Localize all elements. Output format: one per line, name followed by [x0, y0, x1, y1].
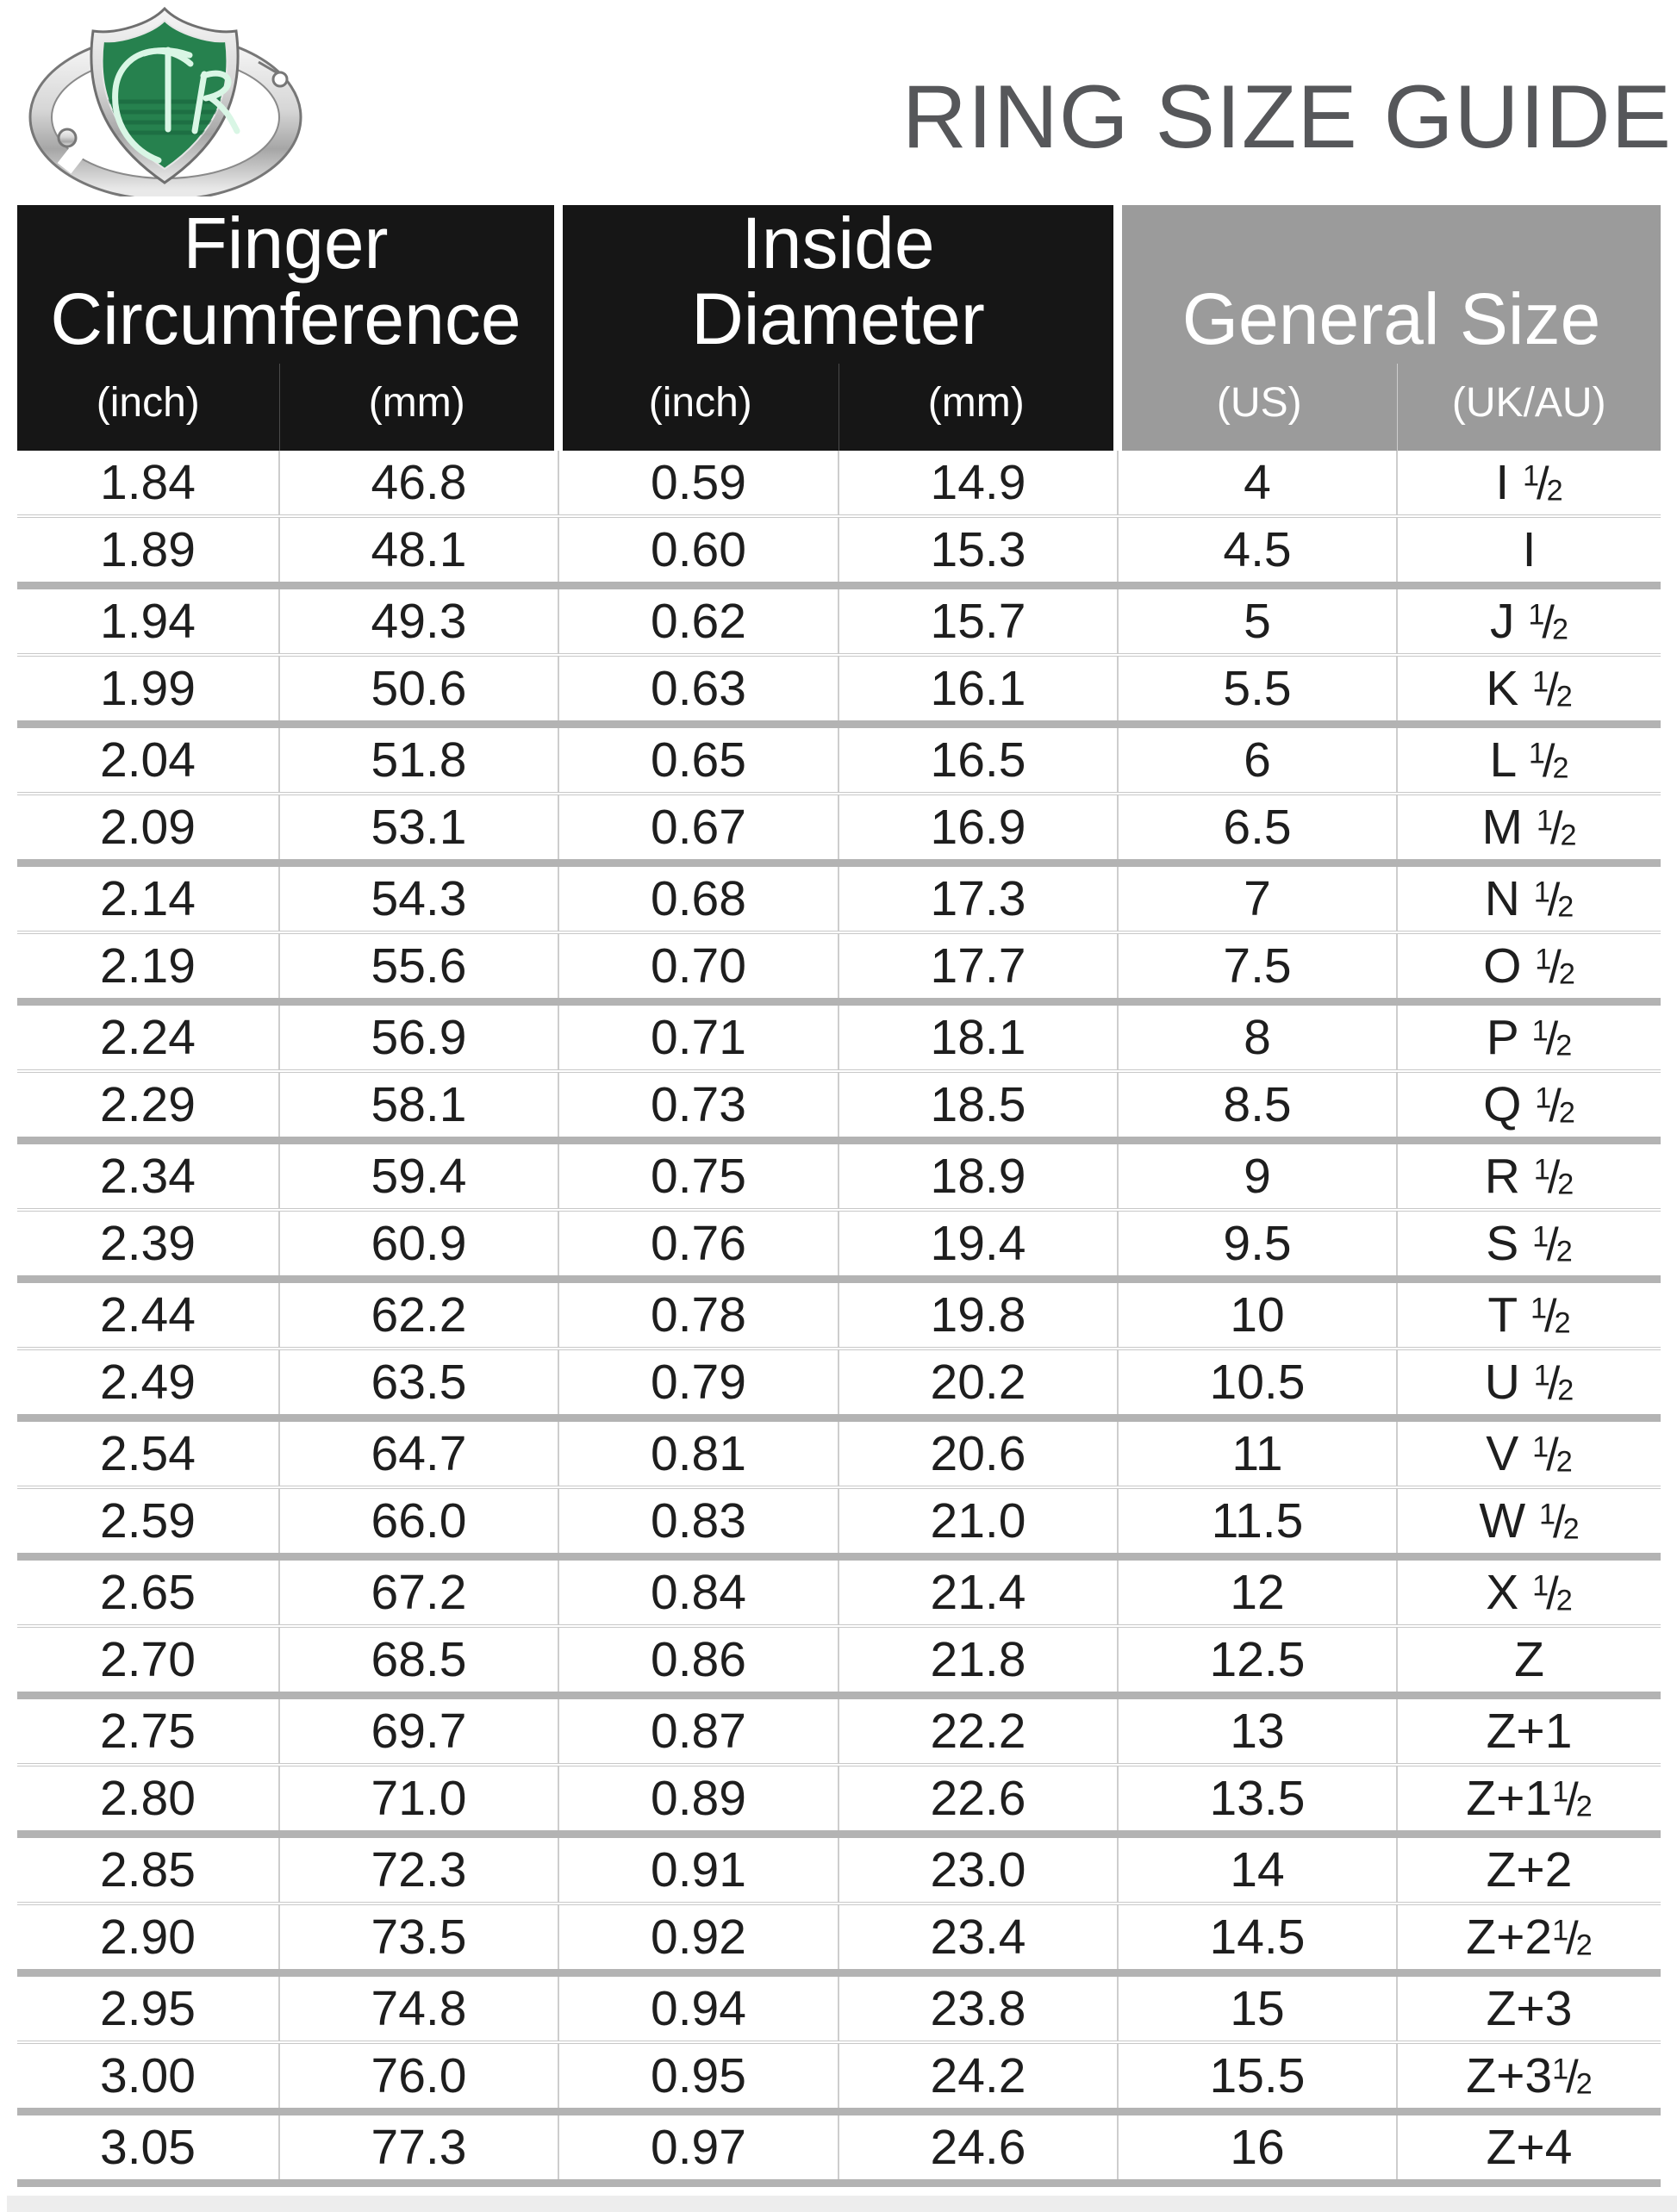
cell: 10: [1118, 1280, 1397, 1349]
cell: 16.1: [838, 655, 1118, 725]
cell: 5: [1118, 586, 1397, 656]
cell: 0.60: [558, 516, 838, 586]
cell: 2.54: [17, 1418, 279, 1488]
table-row: [17, 2112, 1661, 2184]
table-row: [17, 1696, 1661, 1766]
cell: 68.5: [279, 1626, 558, 1696]
cell: 20.6: [838, 1418, 1118, 1488]
cell: 0.68: [558, 863, 838, 933]
cell: 2.80: [17, 1765, 279, 1835]
cell: R $^1$/2: [1397, 1141, 1661, 1211]
cell: 0.59: [558, 451, 838, 516]
cell: 58.1: [279, 1071, 558, 1141]
cell: 2.90: [17, 1904, 279, 1973]
cell: Z+3$^1$/2: [1397, 2042, 1661, 2112]
cell: 2.70: [17, 1626, 279, 1696]
cell: 23.8: [838, 1973, 1118, 2043]
col-group-general-size: [1118, 205, 1661, 364]
cell: 2.85: [17, 1835, 279, 1904]
table-row: [17, 1626, 1661, 1696]
cell: 2.49: [17, 1349, 279, 1418]
cell: 7.5: [1118, 932, 1397, 1002]
cell: 18.1: [838, 1002, 1118, 1072]
table-row: [17, 1280, 1661, 1349]
cell: 0.94: [558, 1973, 838, 2043]
cell: P $^1$/2: [1397, 1002, 1661, 1072]
cell: I $^1$/2: [1397, 451, 1661, 516]
cell: 14: [1118, 1835, 1397, 1904]
cell: 15.5: [1118, 2042, 1397, 2112]
cell: 64.7: [279, 1418, 558, 1488]
cell: 2.44: [17, 1280, 279, 1349]
cell: 24.6: [838, 2112, 1118, 2184]
cell: 12: [1118, 1557, 1397, 1627]
cell: 1.94: [17, 586, 279, 656]
cell: Z: [1397, 1626, 1661, 1696]
cell: 46.8: [279, 451, 558, 516]
col-group-label: General Size: [1181, 278, 1601, 359]
cell: 59.4: [279, 1141, 558, 1211]
cell: 11.5: [1118, 1487, 1397, 1557]
cell: 53.1: [279, 794, 558, 863]
cell: 21.0: [838, 1487, 1118, 1557]
brand-row: [0, 0, 1677, 205]
cell: 76.0: [279, 2042, 558, 2112]
cell: 17.3: [838, 863, 1118, 933]
cell: 11: [1118, 1418, 1397, 1488]
cell: 18.5: [838, 1071, 1118, 1141]
cell: 2.04: [17, 725, 279, 794]
cell: 2.39: [17, 1210, 279, 1280]
cell: 0.65: [558, 725, 838, 794]
table-row: [17, 1487, 1661, 1557]
cell: X $^1$/2: [1397, 1557, 1661, 1627]
cell: Q $^1$/2: [1397, 1071, 1661, 1141]
table-row: [17, 516, 1661, 586]
cell: 0.76: [558, 1210, 838, 1280]
cell: M $^1$/2: [1397, 794, 1661, 863]
cell: 18.9: [838, 1141, 1118, 1211]
table-row: [17, 1904, 1661, 1973]
cell: 9.5: [1118, 1210, 1397, 1280]
cell: V $^1$/2: [1397, 1418, 1661, 1488]
table-row: [17, 2042, 1661, 2112]
cell: 15: [1118, 1973, 1397, 2043]
cell: 21.8: [838, 1626, 1118, 1696]
table-row: [17, 1418, 1661, 1488]
col-group-finger-circumference: [17, 205, 558, 364]
cell: 16.5: [838, 725, 1118, 794]
cell: 72.3: [279, 1835, 558, 1904]
cell: 2.59: [17, 1487, 279, 1557]
ctr-ring-icon: [21, 0, 305, 196]
cell: 13.5: [1118, 1765, 1397, 1835]
cell: O $^1$/2: [1397, 932, 1661, 1002]
table-row: [17, 586, 1661, 656]
table-row: [17, 1835, 1661, 1904]
cell: 2.34: [17, 1141, 279, 1211]
cell: 0.87: [558, 1696, 838, 1766]
table-row: [17, 794, 1661, 863]
cell: 21.4: [838, 1557, 1118, 1627]
cell: 23.0: [838, 1835, 1118, 1904]
cell: 15.3: [838, 516, 1118, 586]
cell: T $^1$/2: [1397, 1280, 1661, 1349]
cell: 23.4: [838, 1904, 1118, 1973]
cell: 14.5: [1118, 1904, 1397, 1973]
cell: U $^1$/2: [1397, 1349, 1661, 1418]
cell: 5.5: [1118, 655, 1397, 725]
cell: 1.99: [17, 655, 279, 725]
cell: J $^1$/2: [1397, 586, 1661, 656]
subheader-diameter-inch: (inch): [558, 364, 838, 451]
cell: 0.95: [558, 2042, 838, 2112]
cell: I: [1397, 516, 1661, 586]
cell: 4.5: [1118, 516, 1397, 586]
col-group-inside-diameter: [558, 205, 1118, 364]
cell: Z+1: [1397, 1696, 1661, 1766]
cell: 0.89: [558, 1765, 838, 1835]
cell: 0.83: [558, 1487, 838, 1557]
table-header: [17, 205, 1661, 451]
cell: 2.75: [17, 1696, 279, 1766]
table-row: [17, 1349, 1661, 1418]
cell: 0.71: [558, 1002, 838, 1072]
table-row: [17, 863, 1661, 933]
table-row: [17, 1973, 1661, 2043]
cell: 66.0: [279, 1487, 558, 1557]
cell: 10.5: [1118, 1349, 1397, 1418]
cell: L $^1$/2: [1397, 725, 1661, 794]
cell: 7: [1118, 863, 1397, 933]
col-group-label: Finger Circumference: [50, 203, 521, 359]
cell: 49.3: [279, 586, 558, 656]
cell: 69.7: [279, 1696, 558, 1766]
table-row: [17, 1141, 1661, 1211]
cell: Z+2: [1397, 1835, 1661, 1904]
table-row: [17, 1765, 1661, 1835]
cell: 50.6: [279, 655, 558, 725]
cell: 6: [1118, 725, 1397, 794]
cell: 2.14: [17, 863, 279, 933]
cell: 17.7: [838, 932, 1118, 1002]
cell: 3.05: [17, 2112, 279, 2184]
cell: 6.5: [1118, 794, 1397, 863]
cell: 74.8: [279, 1973, 558, 2043]
cell: 56.9: [279, 1002, 558, 1072]
cell: 20.2: [838, 1349, 1118, 1418]
cell: 0.67: [558, 794, 838, 863]
bottom-strip: [7, 2196, 1677, 2212]
cell: 0.78: [558, 1280, 838, 1349]
col-group-label: Inside Diameter: [691, 203, 985, 359]
cell: 0.84: [558, 1557, 838, 1627]
cell: 9: [1118, 1141, 1397, 1211]
table-row: [17, 655, 1661, 725]
cell: 1.84: [17, 451, 279, 516]
cell: 8.5: [1118, 1071, 1397, 1141]
cell: 2.24: [17, 1002, 279, 1072]
cell: 2.95: [17, 1973, 279, 2043]
cell: 16.9: [838, 794, 1118, 863]
subheader-diameter-mm: (mm): [838, 364, 1118, 451]
table-row: [17, 1002, 1661, 1072]
cell: 71.0: [279, 1765, 558, 1835]
cell: 2.65: [17, 1557, 279, 1627]
cell: 15.7: [838, 586, 1118, 656]
cell: 0.73: [558, 1071, 838, 1141]
cell: 48.1: [279, 516, 558, 586]
cell: 0.62: [558, 586, 838, 656]
cell: 0.70: [558, 932, 838, 1002]
table-body: [17, 451, 1661, 2184]
subheader-size-us: (US): [1118, 364, 1397, 451]
cell: 19.8: [838, 1280, 1118, 1349]
cell: 16: [1118, 2112, 1397, 2184]
cell: 0.79: [558, 1349, 838, 1418]
cell: 0.81: [558, 1418, 838, 1488]
subheader-circumference-inch: (inch): [17, 364, 279, 451]
cell: 51.8: [279, 725, 558, 794]
cell: Z+4: [1397, 2112, 1661, 2184]
cell: 0.75: [558, 1141, 838, 1211]
cell: 55.6: [279, 932, 558, 1002]
cell: 2.19: [17, 932, 279, 1002]
cell: 0.86: [558, 1626, 838, 1696]
cell: 19.4: [838, 1210, 1118, 1280]
cell: 4: [1118, 451, 1397, 516]
cell: K $^1$/2: [1397, 655, 1661, 725]
cell: 14.9: [838, 451, 1118, 516]
cell: 24.2: [838, 2042, 1118, 2112]
cell: Z+2$^1$/2: [1397, 1904, 1661, 1973]
table-row: [17, 1557, 1661, 1627]
cell: 77.3: [279, 2112, 558, 2184]
cell: N $^1$/2: [1397, 863, 1661, 933]
ring-size-table: [17, 205, 1661, 2187]
cell: 0.92: [558, 1904, 838, 1973]
cell: 0.63: [558, 655, 838, 725]
cell: 22.6: [838, 1765, 1118, 1835]
table-row: [17, 1071, 1661, 1141]
cell: 67.2: [279, 1557, 558, 1627]
cell: 60.9: [279, 1210, 558, 1280]
cell: 12.5: [1118, 1626, 1397, 1696]
cell: 0.91: [558, 1835, 838, 1904]
table-row: [17, 932, 1661, 1002]
cell: S $^1$/2: [1397, 1210, 1661, 1280]
subheader-circumference-mm: (mm): [279, 364, 558, 451]
cell: 3.00: [17, 2042, 279, 2112]
cell: Z+3: [1397, 1973, 1661, 2043]
ctr-ring-logo: [21, 0, 305, 196]
cell: 2.09: [17, 794, 279, 863]
header-subcolumn-row: [17, 364, 1661, 451]
cell: 0.97: [558, 2112, 838, 2184]
table-row: [17, 1210, 1661, 1280]
cell: 2.29: [17, 1071, 279, 1141]
cell: 73.5: [279, 1904, 558, 1973]
table-row: [17, 725, 1661, 794]
header-group-row: [17, 205, 1661, 364]
page-title: RING SIZE GUIDE: [901, 67, 1672, 167]
cell: 22.2: [838, 1696, 1118, 1766]
cell: 13: [1118, 1696, 1397, 1766]
cell: 1.89: [17, 516, 279, 586]
cell: 62.2: [279, 1280, 558, 1349]
cell: 63.5: [279, 1349, 558, 1418]
cell: Z+1$^1$/2: [1397, 1765, 1661, 1835]
cell: 54.3: [279, 863, 558, 933]
table-row: [17, 451, 1661, 516]
cell: W $^1$/2: [1397, 1487, 1661, 1557]
cell: 8: [1118, 1002, 1397, 1072]
subheader-size-uk-au: (UK/AU): [1397, 364, 1661, 451]
